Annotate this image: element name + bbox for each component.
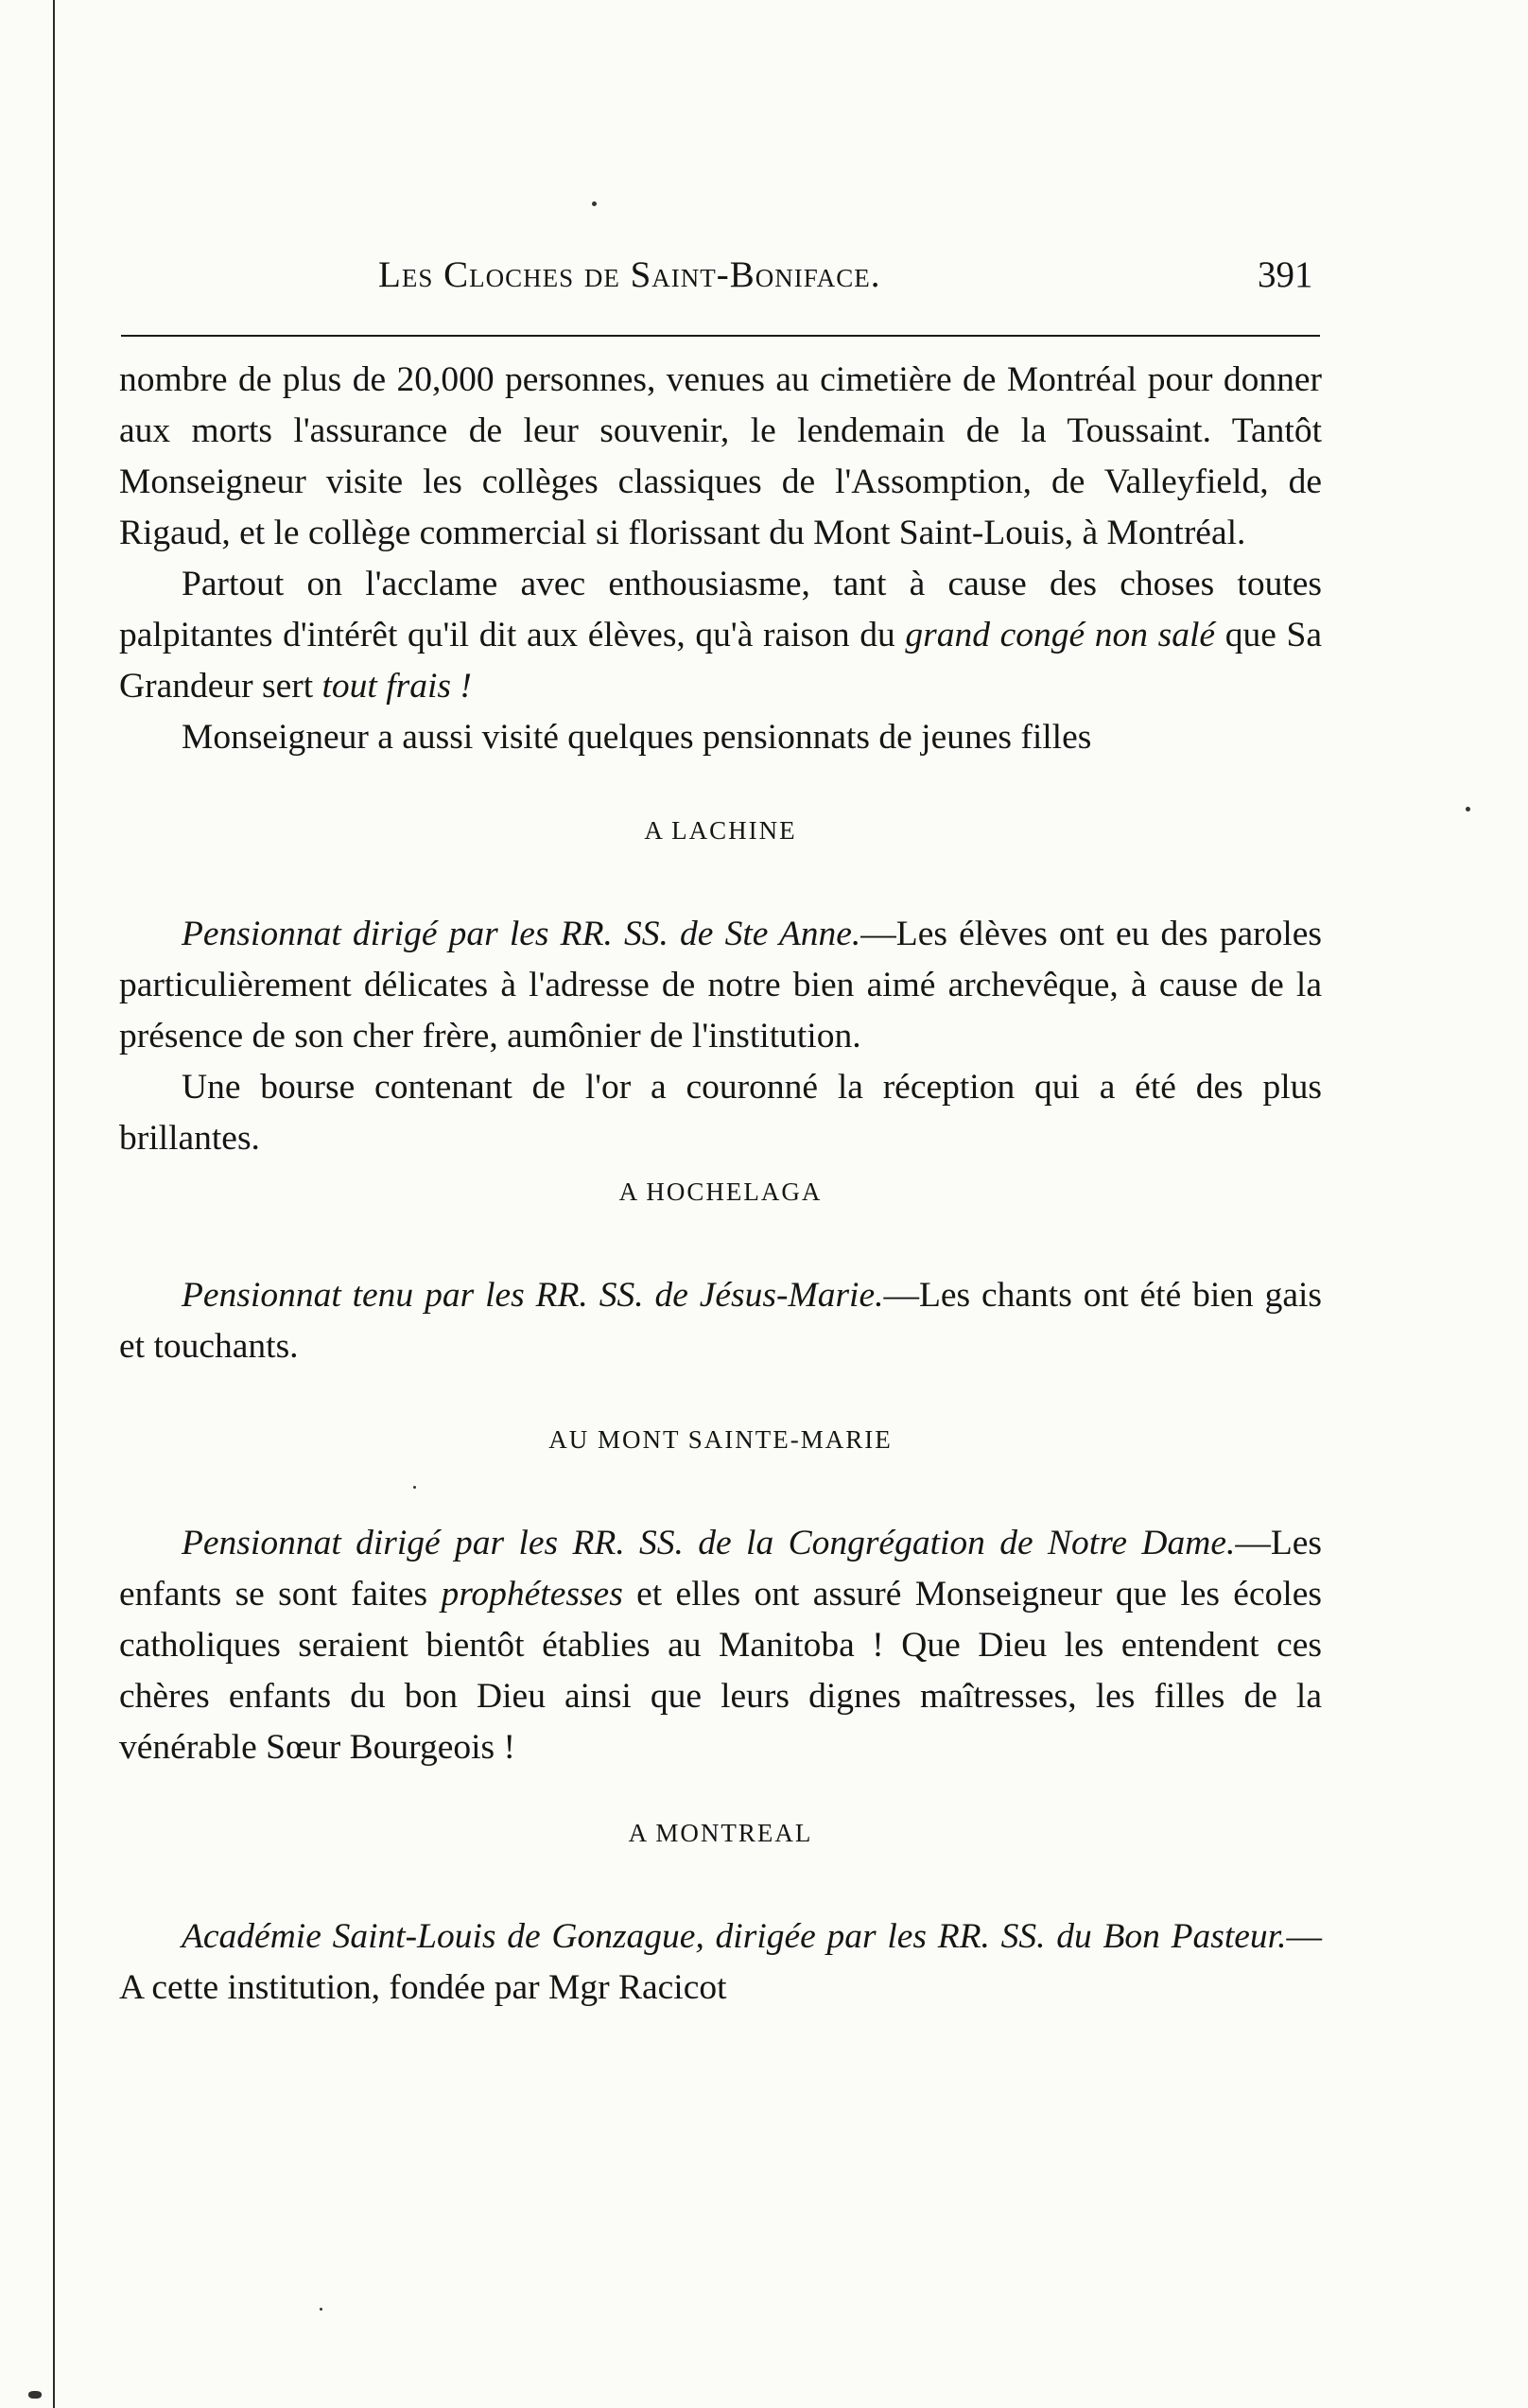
paragraph-montreal-text: —A cette institution, fondée par Mgr Racicot	[119, 1917, 1322, 2007]
paragraph-acclame-italic-2: tout frais !	[321, 667, 472, 706]
paragraph-mont-text: —Les enfants se sont faites	[119, 1524, 1322, 1614]
paragraph-acclame-text-2: que Sa Grandeur sert	[119, 616, 1322, 706]
paragraph-montreal-italic: Académie Saint-Louis de Gonzague, dirigée par les RR. SS. du Bon Pasteur.	[182, 1917, 1287, 1956]
section-heading-lachine: A LACHINE	[644, 816, 797, 845]
paragraph-hochelaga	[119, 1270, 1322, 1372]
body-text	[119, 355, 1322, 2014]
paragraph-acclame-text: Partout on l'acclame avec enthousiasme, tant à cause des choses toutes palpitantes d'intérêt qu'il dit aux élèves, qu'à raison du	[119, 565, 1322, 654]
paragraph-hochelaga-text: —Les chants ont été bien gais et touchants.	[119, 1276, 1322, 1366]
paragraph-mont-sainte-marie	[119, 1518, 1322, 1773]
paragraph-lachine-text: —Les élèves ont eu des paroles particulièrement délicates à l'adresse de notre bien aimé archevêque, à cause de la présence de son cher frère, aumônier de l'institution.	[119, 915, 1322, 1056]
running-head	[0, 253, 1528, 310]
paragraph-lachine-italic: Pensionnat dirigé par les RR. SS. de Ste Anne.	[182, 915, 861, 953]
section-heading-mont-sainte-marie: AU MONT SAINTE-MARIE	[548, 1425, 893, 1454]
page-margin-rule	[53, 0, 55, 2408]
paper-speck	[28, 2391, 42, 2399]
paragraph-acclame-italic-1: grand congé non salé	[905, 616, 1216, 654]
paragraph-mont-italic: Pensionnat dirigé par les RR. SS. de la Congrégation de Notre Dame.	[182, 1524, 1236, 1562]
paragraph-montreal	[119, 1911, 1322, 2014]
paper-speck	[592, 201, 597, 206]
paper-speck	[413, 1486, 416, 1489]
section-heading-montreal: A MONTREAL	[628, 1819, 813, 1847]
section-heading-hochelaga: A HOCHELAGA	[618, 1178, 823, 1206]
paragraph-continued: nombre de plus de 20,000 personnes, venues au cimetière de Montréal pour donner aux morts l'assurance de leur souvenir, le lendemain de la Toussaint. Tantôt Monseigneur visite les collèges classiques de l'Assomption, de Valleyfield, de Rigaud, et le collège commercial si florissant du Mont Saint-Louis, à Montréal.	[119, 360, 1322, 552]
paragraph-bourse: Une bourse contenant de l'or a couronné la réception qui a été des plus brillantes.	[119, 1068, 1322, 1158]
paragraph-pensionnats: Monseigneur a aussi visité quelques pensionnats de jeunes filles	[182, 718, 1092, 757]
paper-speck	[320, 2308, 322, 2311]
paragraph-hochelaga-italic: Pensionnat tenu par les RR. SS. de Jésus-Marie.	[182, 1276, 884, 1315]
paper-speck	[1466, 807, 1470, 811]
paragraph-mont-text-2: et elles ont assuré Monseigneur que les écoles catholiques seraient bientôt établies au Manitoba ! Que Dieu les entendent ces chères enfants du bon Dieu ainsi que leurs dignes maîtresses, les filles de la vénérable Sœur Bourgeois !	[119, 1575, 1322, 1767]
paragraph-mont-italic-2: prophétesses	[441, 1575, 623, 1614]
running-title: Les Cloches de Saint-Boniface.	[378, 254, 881, 295]
paragraph-lachine	[119, 909, 1322, 1062]
header-rule	[121, 335, 1320, 337]
page-number: 391	[1258, 254, 1313, 295]
paragraph-acclame	[119, 559, 1322, 712]
